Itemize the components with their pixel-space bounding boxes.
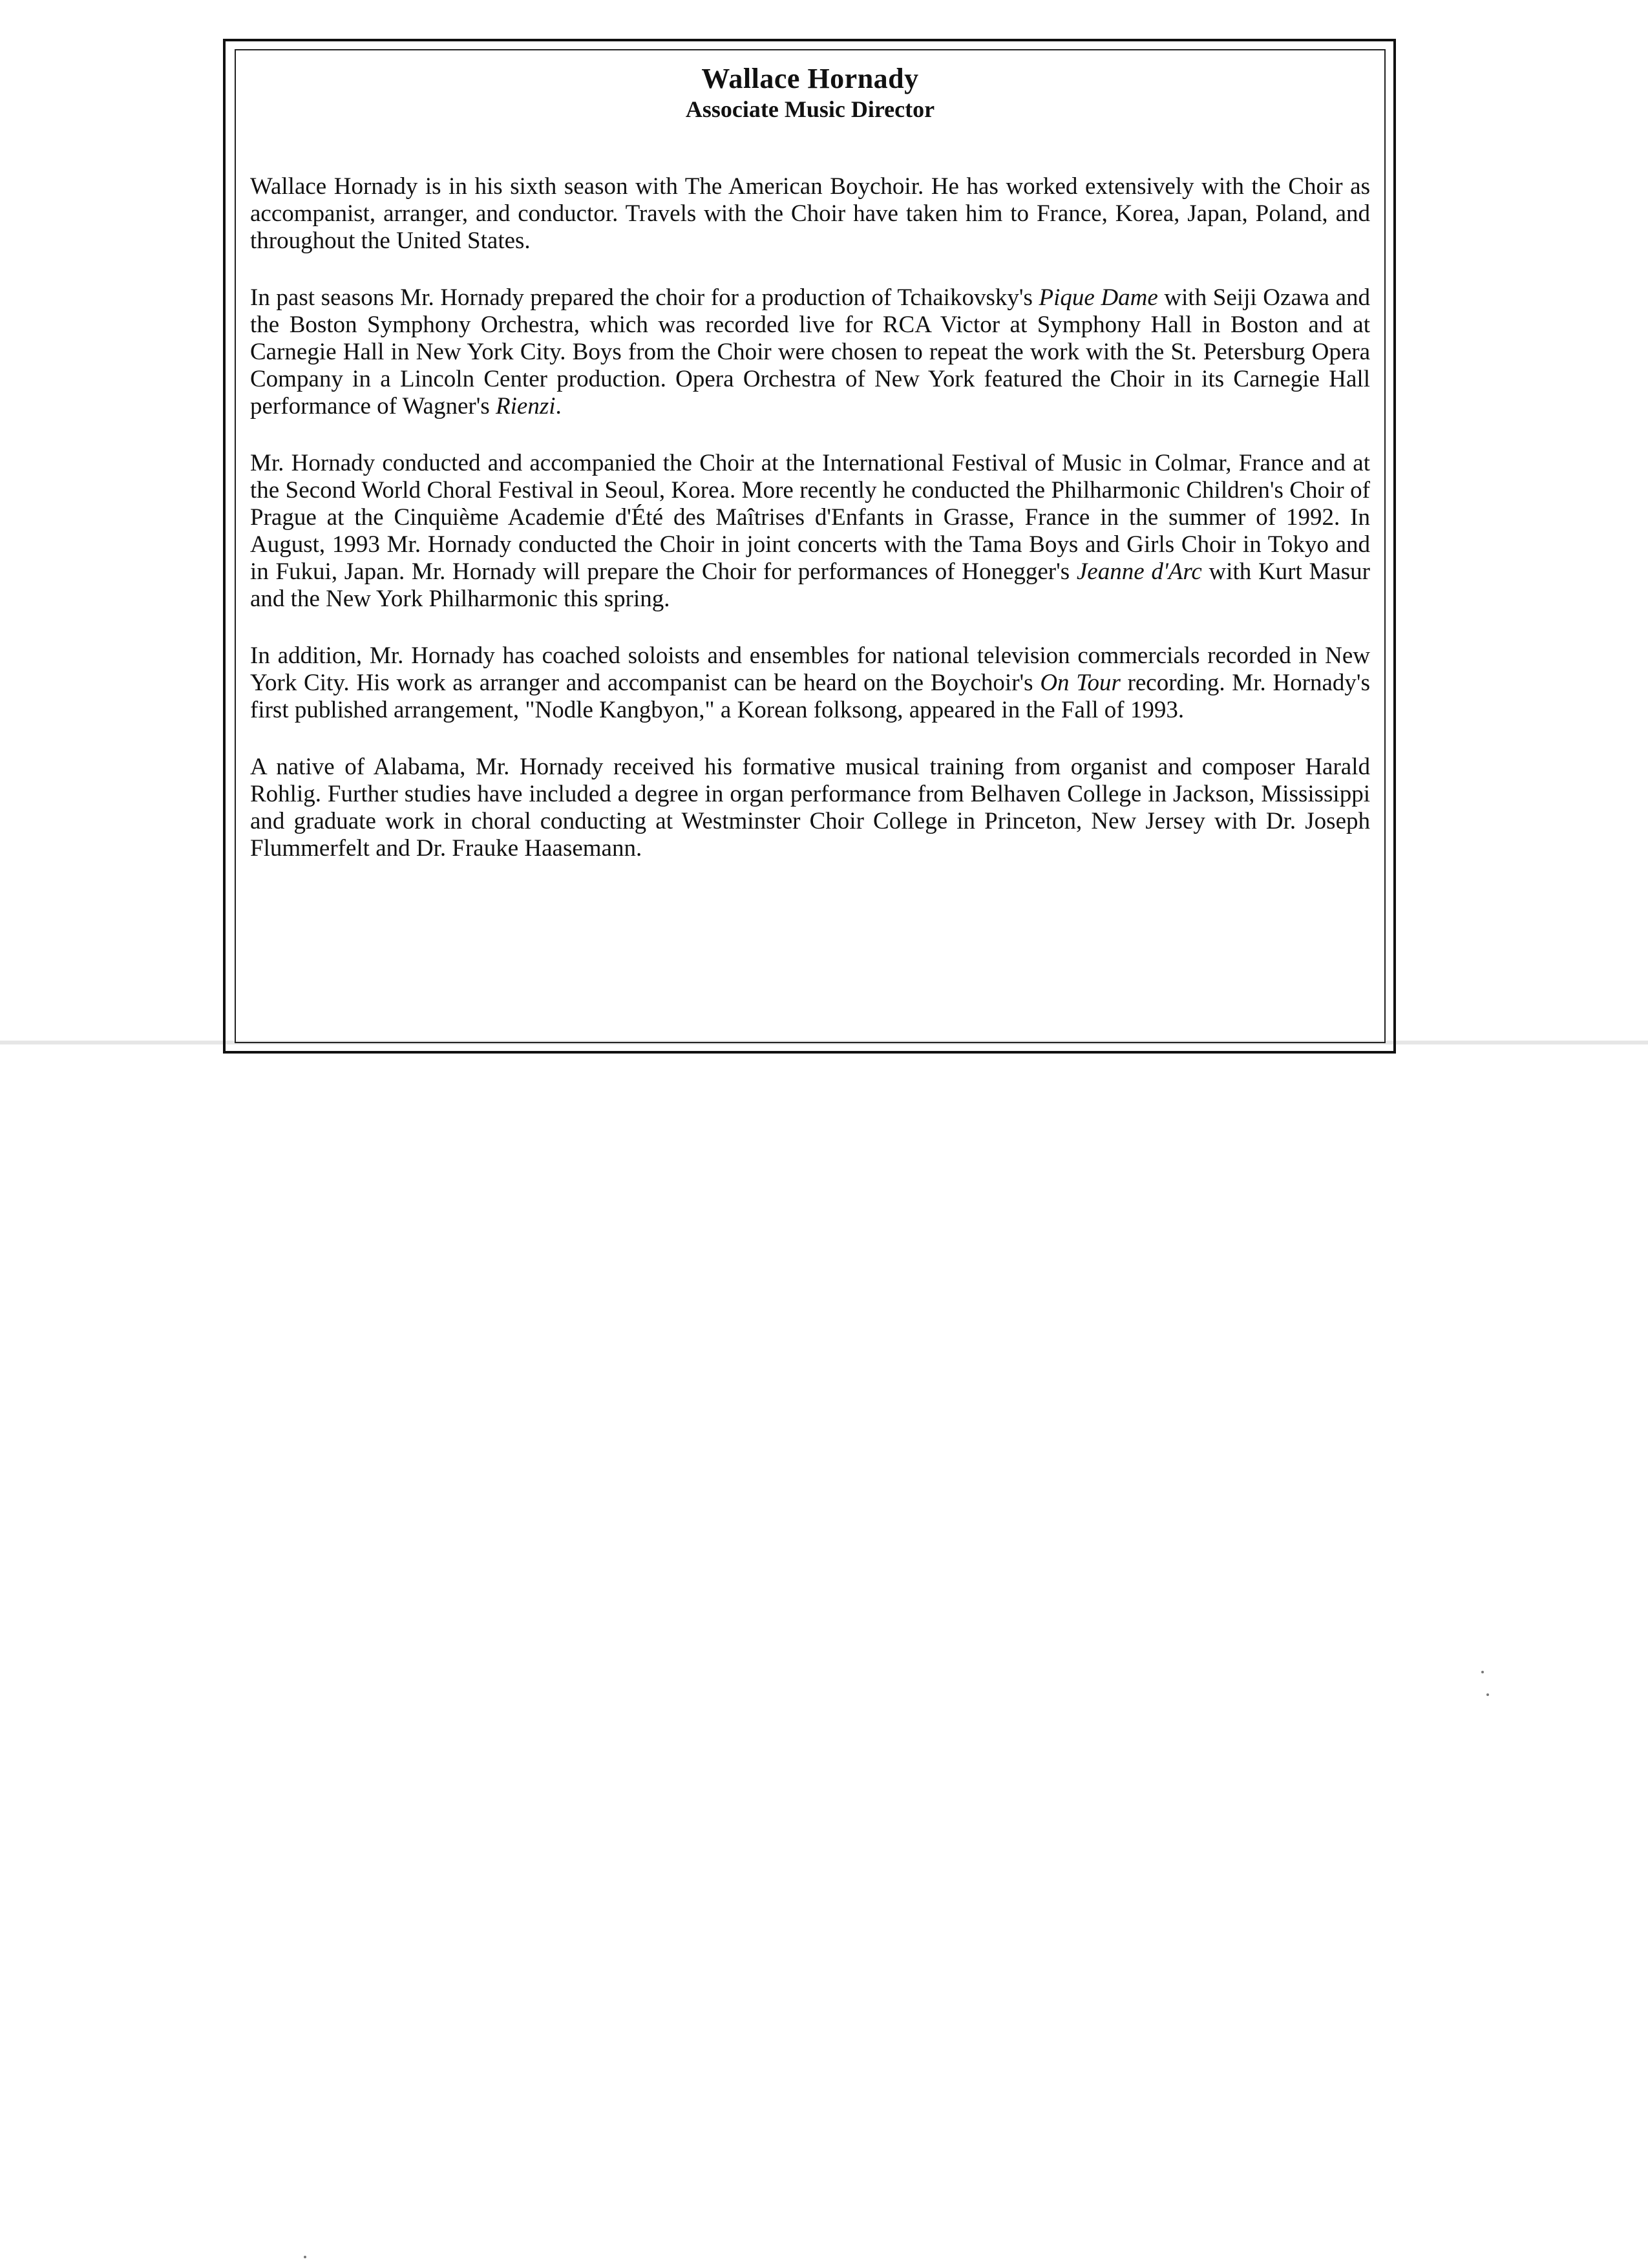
bio-body	[250, 173, 1370, 892]
bio-paragraph-2	[250, 284, 1370, 420]
scan-speck	[1486, 1693, 1489, 1696]
bio-text: recording. Mr. Hornady's first published arrangement, "Nodle Kangbyon," a Korean folksong, appeared in the Fall of 1993.	[250, 670, 1370, 723]
bio-text: .	[555, 393, 562, 419]
recording-title-on-tour: On Tour	[1040, 670, 1121, 696]
bio-text: with Seiji Ozawa and the Boston Symphony Orchestra, which was recorded live for RCA Victor at Symphony Hall in Boston and at Carnegie Hall in New York City. Boys from the Choir were chosen to repeat the work with the St. Petersburg Opera Company in a Lincoln Center production. Opera Orchestra of New York featured the Choir in its Carnegie Hall performance of Wagner's	[250, 284, 1370, 419]
bio-text: In addition, Mr. Hornady has coached soloists and ensembles for national television commercials recorded in New York City. His work as arranger and accompanist can be heard on the Boychoir's	[250, 642, 1370, 696]
bio-box-inner-border	[235, 49, 1386, 1043]
work-title-pique-dame: Pique Dame	[1039, 284, 1158, 311]
bio-text: Mr. Hornady conducted and accompanied the Choir at the International Festival of Music in Colmar, France and at the Second World Choral Festival in Seoul, Korea. More recently he conducted the Philharmonic Children's Choir of Prague at the Cinquième Academie d'Été des Maîtrises d'Enfants in Grasse, France in the summer of 1992. In August, 1993 Mr. Hornady conducted the Choir in joint concerts with the Tama Boys and Girls Choir in Tokyo and in Fukui, Japan. Mr. Hornady will prepare the Choir for performances of Honegger's	[250, 450, 1370, 585]
work-title-jeanne-darc: Jeanne d'Arc	[1076, 558, 1202, 585]
bio-text: with Kurt Masur and the New York Philharmonic this spring.	[250, 558, 1370, 612]
bio-box-border	[223, 39, 1396, 1054]
scan-speck	[1481, 1671, 1484, 1673]
bio-name: Wallace Hornady	[701, 63, 919, 94]
bio-paragraph-3	[250, 450, 1370, 613]
scan-speck	[304, 2256, 306, 2258]
bio-paragraph-4	[250, 642, 1370, 724]
bio-paragraph-1: Wallace Hornady is in his sixth season with The American Boychoir. He has worked extensively with the Choir as accompanist, arranger, and conductor. Travels with the Choir have taken him to France, Korea, Japan, Poland, and throughout the United States.	[250, 173, 1370, 254]
work-title-rienzi: Rienzi	[496, 393, 556, 419]
bio-paragraph-5: A native of Alabama, Mr. Hornady received his formative musical training from organist and composer Harald Rohlig. Further studies have included a degree in organ performance from Belhaven College in Jackson, Mississippi and graduate work in choral conducting at Westminster Choir College in Princeton, New Jersey with Dr. Joseph Flummerfelt and Dr. Frauke Haasemann.	[250, 754, 1370, 862]
bio-text: In past seasons Mr. Hornady prepared the choir for a production of Tchaikovsky's	[250, 284, 1039, 311]
bio-header	[236, 62, 1384, 123]
bio-role: Associate Music Director	[685, 96, 935, 122]
